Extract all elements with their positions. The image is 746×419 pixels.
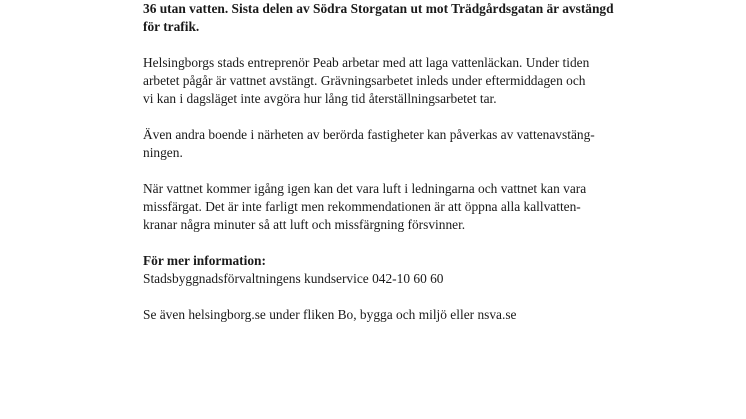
nearby-residents-paragraph <box>143 126 613 162</box>
footer-text: Se även helsingborg.se under fliken Bo, bygga och miljö eller nsva.se <box>143 307 517 322</box>
contact-heading: För mer information: <box>143 253 266 268</box>
paragraph-line: ningen. <box>143 145 183 160</box>
intro-line: 36 utan vatten. Sista delen av Södra Storgatan ut mot Trädgårdsgatan är avstängd <box>143 1 614 16</box>
contact-info: Stadsbyggnadsförvaltningens kundservice 042-10 60 60 <box>143 271 444 286</box>
paragraph-line: kranar några minuter så att luft och missfärgning försvinner. <box>143 217 466 232</box>
paragraph-line: missfärgat. Det är inte farligt men rekommendationen är att öppna alla kallvatten- <box>143 199 581 214</box>
water-restored-paragraph <box>143 180 613 234</box>
contact-section <box>143 252 613 288</box>
paragraph-line: arbetet pågår är vattnet avstängt. Grävningsarbetet inleds under eftermiddagen och <box>143 73 586 88</box>
paragraph-line: Även andra boende i närheten av berörda fastigheter kan påverkas av vattenavstäng- <box>143 127 595 142</box>
footer-section <box>143 306 613 324</box>
paragraph-line: Helsingborgs stads entreprenör Peab arbetar med att laga vattenläckan. Under tiden <box>143 55 590 70</box>
intro-line: för trafik. <box>143 19 200 34</box>
repair-paragraph <box>143 54 613 108</box>
document-body <box>143 0 613 324</box>
paragraph-line: När vattnet kommer igång igen kan det vara luft i ledningarna och vattnet kan vara <box>143 181 587 196</box>
intro-paragraph <box>143 0 613 36</box>
paragraph-line: vi kan i dagsläget inte avgöra hur lång tid återställningsarbetet tar. <box>143 91 497 106</box>
